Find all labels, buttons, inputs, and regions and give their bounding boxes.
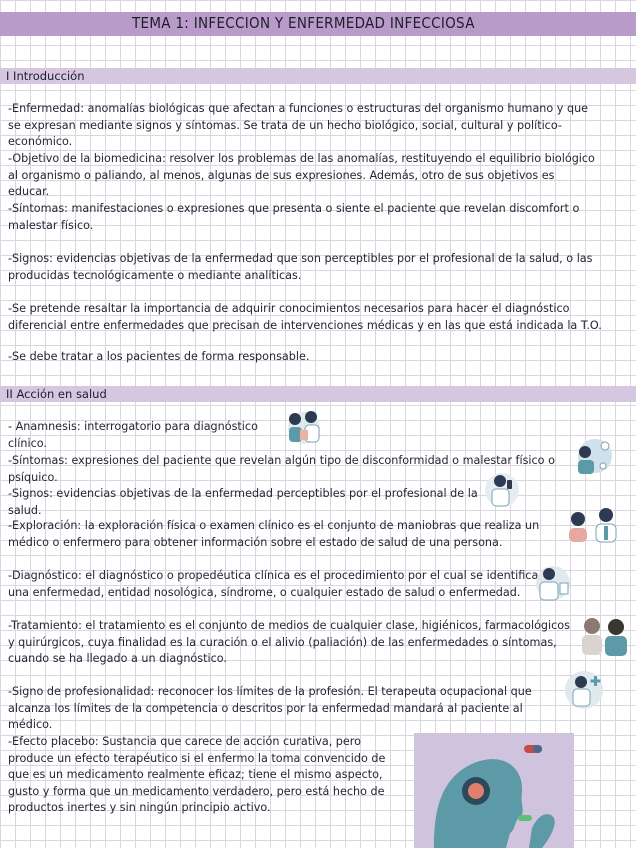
paragraph-diagnostico: -Diagnóstico: el diagnóstico o propedéutica clínica es el procedimiento por el cual se identifica una enfermedad, entidad nosológica, síndrome, o cualquier estado de salud o enfermedad. (8, 569, 539, 599)
patient-illustration (567, 436, 615, 478)
paragraph-responsable: -Se debe tratar a los pacientes de forma responsable. (8, 350, 310, 363)
title-bar (0, 12, 636, 36)
paragraph-exploracion: -Exploración: la exploración física o examen clínico es el conjunto de maniobras que realiza un médico o enfermero para obtener información sobre el estado de salud de una persona. (8, 519, 540, 549)
paragraph-tratamiento: -Tratamiento: el tratamiento es el conjunto de medios de cualquier clase, higiénicos, farmacológicos y quirúrgicos, cuya finalidad es la curación o el alivio (paliación) de las enfermedades o síntomas, cuando se ha llegado a un diagnóstico. (8, 619, 570, 665)
treatment-illustration (578, 612, 636, 660)
medical-cross-illustration (561, 668, 607, 712)
phone-consult-illustration (476, 468, 524, 510)
paragraph-objetivo: -Objetivo de la biomedicina: resolver los problemas de las anomalías, restituyendo el equilibrio biológico al organismo o paliando, al menos, algunas de sus expresiones. Además, otro de sus objetivos es educar. (8, 152, 595, 198)
section-header-accion-en-salud (0, 386, 636, 402)
paragraph-anamnesis: - Anamnesis: interrogatorio para diagnóstico clínico. (8, 420, 258, 450)
section-header-introduccion (0, 68, 636, 84)
paragraph-diagnostico-diferencial: -Se pretende resaltar la importancia de adquirir conocimientos necesarios para hacer el diagnóstico diferencial entre enfermedades que precisan de intervenciones médicas y en las que está indicada la T.O. (8, 302, 602, 332)
doctor-patient-illustration (566, 502, 624, 544)
placebo-illustration (414, 733, 574, 848)
doctors-illustration (280, 406, 328, 446)
paragraph-enfermedad: -Enfermedad: anomalías biológicas que afectan a funciones o estructuras del organismo humano y que se expresan mediante signos y síntomas. Se trata de un hecho biológico, social, cultural y político-económico. (8, 102, 589, 148)
paragraph-profesionalidad: -Signo de profesionalidad: reconocer los límites de la profesión. El terapeuta ocupacional que alcanza los límites de la competencia o descritos por la enfermedad mandará al paciente al médico. (8, 685, 532, 731)
section-heading: II Acción en salud (6, 387, 107, 401)
paragraph-signos-accion: -Signos: evidencias objetivas de la enfermedad perceptibles por el profesional de la salud. (8, 487, 478, 517)
paragraph-efecto-placebo: -Efecto placebo: Sustancia que carece de acción curativa, pero produce un efecto terapéutico si el enfermo la toma convencido de que es un medicamento realmente eficaz; tiene el mismo aspecto, gusto y forma que un medicamento verdadero, pero está hecho de productos inertes y sin ningún principio activo. (8, 735, 386, 814)
paragraph-sintomas-accion: -Síntomas: expresiones del paciente que revelan algún tipo de disconformidad o malestar físico o psíquico. (8, 454, 555, 484)
paragraph-signos: -Signos: evidencias objetivas de la enfermedad que son perceptibles por el profesional de la salud, o las producidas tecnológicamente o mediante analíticas. (8, 252, 593, 282)
paragraph-sintomas: -Síntomas: manifestaciones o expresiones que presenta o siente el paciente que revelan discomfort o malestar físico. (8, 202, 580, 232)
section-heading: I Introducción (6, 69, 85, 83)
diagnosis-illustration (527, 563, 575, 605)
page-title: TEMA 1: INFECCION Y ENFERMEDAD INFECCIOSA (132, 14, 475, 32)
